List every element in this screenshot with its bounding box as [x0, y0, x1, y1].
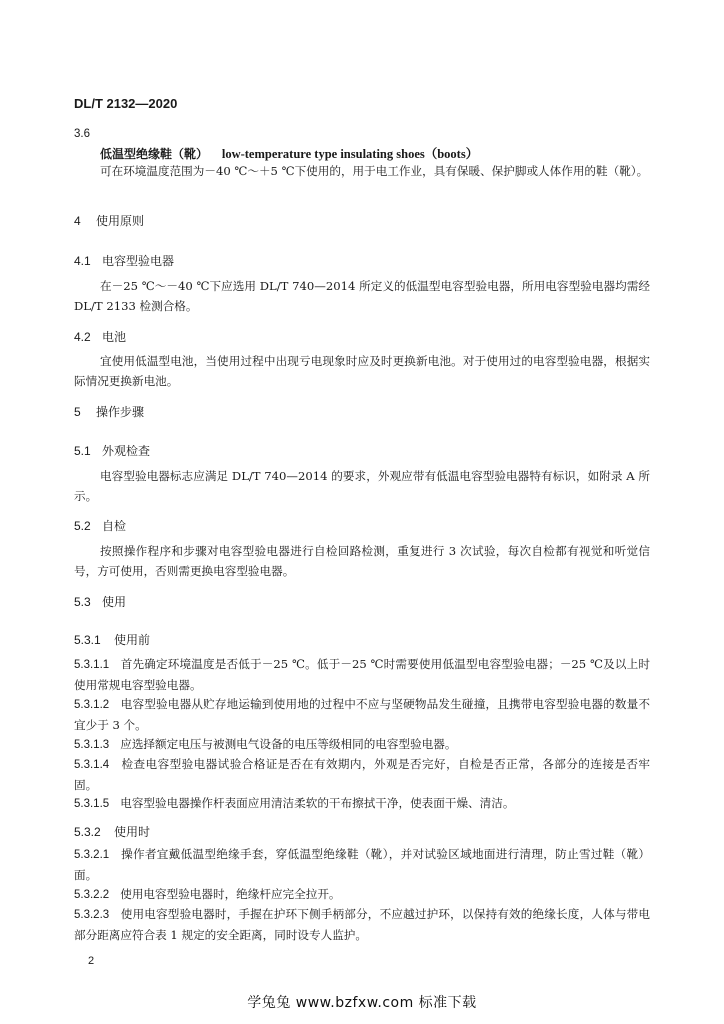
section-title: 使用前: [114, 633, 151, 647]
clause-item: [74, 734, 650, 755]
section-title: 使用: [102, 595, 127, 609]
clause-text: 应选择额定电压与被测电气设备的电压等级相同的电容型验电器。: [120, 737, 457, 751]
section-number: 5.3.1: [74, 633, 101, 647]
clause-item: [74, 654, 650, 695]
section-heading: [74, 631, 150, 648]
clause-item: [74, 694, 650, 735]
section-title: 外观检查: [102, 444, 151, 458]
section-number: 5.1: [74, 444, 91, 458]
clause-text: 操作者宜戴低温型绝缘手套，穿低温型绝缘鞋（靴），并对试验区域地面进行清理，防止雪过鞋（靴）面。: [74, 847, 650, 882]
section-title: 自检: [102, 519, 127, 533]
clause-number: 5.3.1.1: [74, 659, 110, 671]
clause-item: [74, 754, 650, 795]
clause-item: [74, 884, 650, 905]
clause-text: 电容型验电器从贮存地运输到使用地的过程中不应与坚硬物品发生碰撞，且携带电容型验电器的数量不宜少于 3 个。: [74, 697, 650, 732]
clause-text: 首先确定环境温度是否低于－25 ℃。低于－25 ℃时需要使用低温型电容型验电器；－25 ℃及以上时使用常规电容型验电器。: [74, 657, 650, 692]
section-heading: [74, 328, 126, 345]
section-title: 使用时: [114, 825, 151, 839]
section-number: 5: [74, 405, 81, 419]
clause-number: 5.3.1.4: [74, 759, 110, 771]
section-number: 5.3: [74, 595, 91, 609]
section-paragraph: 按照操作程序和步骤对电容型验电器进行自检回路检测，重复进行 3 次试验，每次自检都有视觉和听觉信号，方可使用，否则需更换电容型验电器。: [74, 544, 650, 578]
clause-text: 检查电容型验电器试验合格证是否在有效期内，外观是否完好，自检是否正常，各部分的连接是否牢固。: [74, 757, 650, 792]
clause-item: [74, 793, 650, 814]
section-title: 操作步骤: [96, 405, 145, 419]
section-paragraph: 在－25 ℃～－40 ℃下应选用 DL/T 740—2014 所定义的低温型电容型验电器，所用电容型验电器均需经 DL/T 2133 检测合格。: [74, 279, 650, 313]
page-number: 2: [88, 955, 95, 967]
section-heading: [74, 823, 150, 840]
clause-number: 5.3.2.2: [74, 889, 110, 901]
term-number: 3.6: [74, 128, 90, 140]
clause-item: [74, 904, 650, 945]
section-heading: [74, 403, 144, 420]
section-paragraph: 宜使用低温型电池，当使用过程中出现亏电现象时应及时更换新电池。对于使用过的电容型验电器，根据实际情况更换新电池。: [74, 354, 650, 388]
section-title: 电池: [102, 330, 127, 344]
section-number: 5.2: [74, 519, 91, 533]
term-title: [100, 144, 478, 162]
clause-text: 使用电容型验电器时，手握在护环下侧手柄部分，不应越过护环，以保持有效的绝缘长度，人体与带电部分距离应符合表 1 规定的安全距离，同时设专人监护。: [74, 907, 650, 942]
section-heading: [74, 442, 150, 459]
clause-number: 5.3.2.1: [74, 849, 110, 861]
term-title-en: low-temperature type insulating shoes（boots）: [221, 147, 479, 161]
clause-text: 使用电容型验电器时，绝缘杆应完全拉开。: [120, 887, 341, 901]
section-heading: [74, 593, 126, 610]
document-number: DL/T 2132—2020: [74, 96, 178, 111]
section-title: 使用原则: [96, 214, 145, 228]
footer-watermark: 学兔兔 www.bzfxw.com 标准下载: [247, 995, 477, 1011]
clause-item: [74, 844, 650, 885]
section-heading: [74, 212, 144, 229]
section-heading: [74, 517, 126, 534]
clause-number: 5.3.1.5: [74, 798, 110, 810]
clause-number: 5.3.2.3: [74, 909, 110, 921]
clause-number: 5.3.1.2: [74, 699, 110, 711]
term-definition: 可在环境温度范围为－40 ℃～＋5 ℃下使用的，用于电工作业，具有保暖、保护脚或人体作用的鞋（靴）。: [100, 164, 649, 178]
term-title-cn: 低温型绝缘鞋（靴）: [100, 147, 209, 161]
clause-text: 电容型验电器操作杆表面应用清洁柔软的干布擦拭干净，使表面干燥、清洁。: [120, 796, 515, 810]
section-number: 4: [74, 214, 81, 228]
section-number: 4.2: [74, 330, 91, 344]
section-number: 4.1: [74, 254, 91, 268]
section-number: 5.3.2: [74, 825, 101, 839]
clause-number: 5.3.1.3: [74, 739, 110, 751]
section-paragraph: 电容型验电器标志应满足 DL/T 740—2014 的要求，外观应带有低温电容型验电器特有标识，如附录 A 所示。: [74, 469, 650, 503]
section-heading: [74, 252, 174, 269]
section-title: 电容型验电器: [102, 254, 175, 268]
